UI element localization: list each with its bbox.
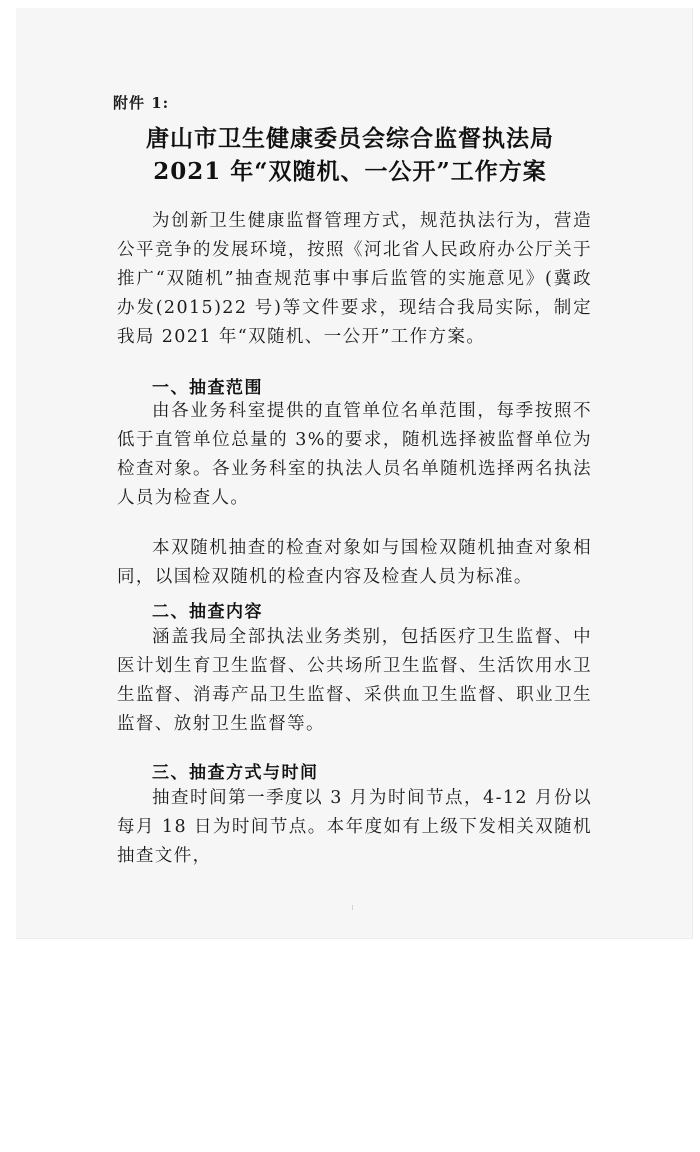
attachment-label: 附件 1: <box>113 94 170 112</box>
scan-mark <box>352 905 353 910</box>
scope-paragraph-1: 由各业务科室提供的直管单位名单范围，每季按照不低于直管单位总量的 3%的要求，随机选择被监督单位为检查对象。各业务科室的执法人员名单随机选择两名执法人员为检查人。 <box>117 401 592 508</box>
document-title-line-2: 2021 年“双随机、一公开”工作方案 <box>153 158 547 185</box>
section-heading-scope: 一、抽查范围 <box>152 378 263 398</box>
section-heading-content: 二、抽查内容 <box>152 602 263 622</box>
content-paragraph: 涵盖我局全部执法业务类别，包括医疗卫生监督、中医计划生育卫生监督、公共场所卫生监督、生活饮用水卫生监督、消毒产品卫生监督、采供血卫生监督、职业卫生监督、放射卫生监督等。 <box>117 627 592 734</box>
section-heading-method-time: 三、抽查方式与时间 <box>152 763 319 783</box>
intro-paragraph: 为创新卫生健康监督管理方式，规范执法行为，营造公平竞争的发展环境，按照《河北省人民政府办公厅关于推广“双随机”抽查规范事中事后监管的实施意见》(冀政办发(2015)22 号)等文件要求，现结合我局实际，制定我局 2021 年“双随机、一公开”工作方案。 <box>117 211 592 347</box>
document-title-line-1: 唐山市卫生健康委员会综合监督执法局 <box>146 125 554 152</box>
scope-paragraph-2: 本双随机抽查的检查对象如与国检双随机抽查对象相同，以国检双随机的检查内容及检查人员为标准。 <box>117 538 592 587</box>
method-time-paragraph: 抽查时间第一季度以 3 月为时间节点，4-12 月份以每月 18 日为时间节点。本年度如有上级下发相关双随机抽查文件， <box>117 788 592 866</box>
